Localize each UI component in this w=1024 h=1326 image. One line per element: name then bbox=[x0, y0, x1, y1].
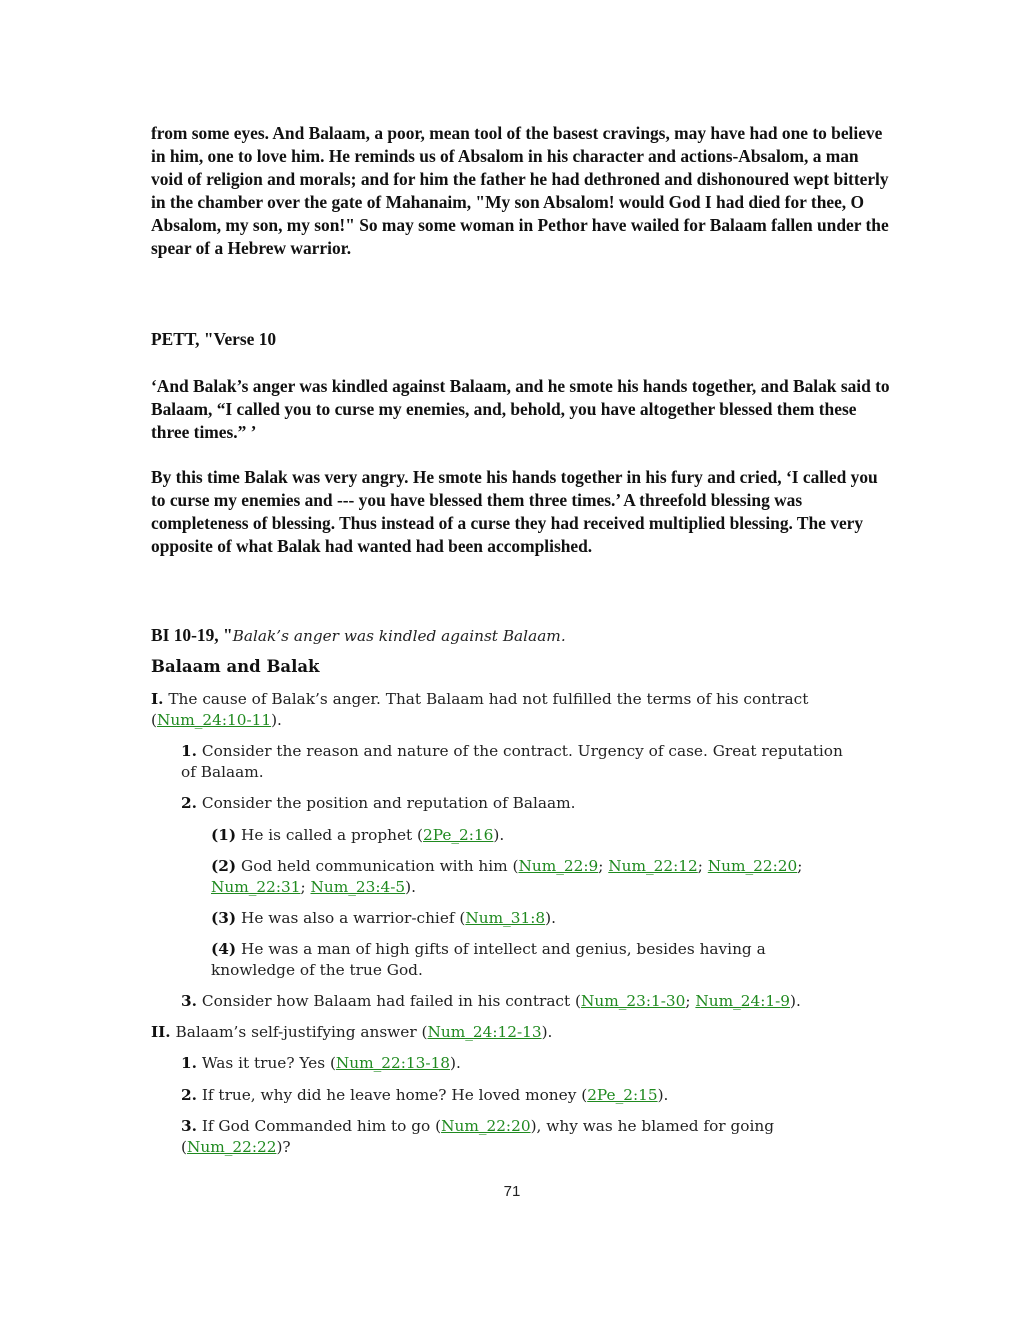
outline-I-line1 bbox=[151, 689, 808, 710]
outline-I1-line2: of Balaam. bbox=[181, 763, 264, 781]
scripture-link[interactable]: Num_22:22 bbox=[186, 1138, 277, 1156]
scripture-link[interactable]: Num_22:20 bbox=[441, 1117, 531, 1135]
scripture-link[interactable]: Num_24:1-9 bbox=[695, 992, 791, 1010]
outline-a2-line2 bbox=[211, 877, 416, 898]
outline-number: 2. bbox=[181, 1086, 197, 1104]
outline-II2 bbox=[181, 1085, 668, 1106]
outline-text: If God Commanded him to go ( bbox=[201, 1117, 442, 1135]
outline-I3 bbox=[181, 991, 801, 1012]
scripture-link[interactable]: 2Pe_2:16 bbox=[423, 826, 494, 844]
paren: )? bbox=[276, 1138, 291, 1156]
outline-II3-line1 bbox=[181, 1116, 774, 1137]
outline-I-line2 bbox=[151, 710, 282, 731]
outline-text: He is called a prophet ( bbox=[241, 826, 424, 844]
section-title: Balaam and Balak bbox=[151, 657, 320, 676]
outline-text: ), why was he blamed for going bbox=[530, 1117, 774, 1135]
outline-number: 2. bbox=[181, 794, 197, 812]
outline-text: The cause of Balak’s anger. That Balaam had not fulfilled the terms of his contract bbox=[168, 690, 809, 708]
scripture-link[interactable]: Num_31:8 bbox=[465, 909, 546, 927]
outline-a2-line1 bbox=[211, 856, 802, 877]
paren: ( bbox=[151, 711, 157, 729]
paren: ). bbox=[493, 826, 505, 844]
outline-I1-line1 bbox=[181, 741, 843, 762]
scripture-link[interactable]: Num_22:13-18 bbox=[335, 1054, 451, 1072]
page-number: 71 bbox=[503, 1183, 521, 1200]
outline-number: (4) bbox=[211, 940, 237, 958]
outline-text: God held communication with him ( bbox=[241, 857, 519, 875]
separator: ; bbox=[697, 857, 708, 875]
scripture-link[interactable]: 2Pe_2:15 bbox=[587, 1086, 658, 1104]
bi-italic-text: Balak’s anger was kindled against Balaam. bbox=[232, 627, 566, 645]
outline-text: If true, why did he leave home? He loved money ( bbox=[201, 1086, 588, 1104]
outline-text: Was it true? Yes ( bbox=[201, 1054, 336, 1072]
bi-heading bbox=[151, 625, 566, 646]
outline-a4-line1 bbox=[211, 939, 766, 960]
outline-a3 bbox=[211, 908, 556, 929]
paren: ). bbox=[790, 992, 801, 1010]
pett-heading: PETT, "Verse 10 bbox=[151, 329, 277, 349]
scripture-link[interactable]: Num_22:20 bbox=[707, 857, 798, 875]
scripture-link[interactable]: Num_23:4-5 bbox=[310, 878, 406, 896]
outline-II bbox=[151, 1022, 552, 1043]
outline-number: I. bbox=[151, 690, 164, 708]
outline-text: He was also a warrior-chief ( bbox=[241, 909, 466, 927]
outline-number: 1. bbox=[181, 1054, 197, 1072]
separator: ; bbox=[300, 878, 311, 896]
paren: ). bbox=[405, 878, 417, 896]
outline-text: Consider the reason and nature of the contract. Urgency of case. Great reputation bbox=[201, 742, 843, 760]
verse-quote: ‘And Balak’s anger was kindled against Balaam, and he smote his hands together, and Balak said to Balaam, “I called you to curse my enemies, and, behold, you have altogether blessed them these three times.” ’ bbox=[151, 376, 890, 442]
outline-text: Consider the position and reputation of Balaam. bbox=[201, 794, 576, 812]
paren: ). bbox=[545, 909, 556, 927]
scripture-link[interactable]: Num_22:31 bbox=[211, 878, 301, 896]
outline-number: (1) bbox=[211, 826, 237, 844]
scripture-link[interactable]: Num_22:9 bbox=[518, 857, 599, 875]
outline-number: 3. bbox=[181, 1117, 197, 1135]
outline-number: 3. bbox=[181, 992, 197, 1010]
separator: ; bbox=[598, 857, 609, 875]
scripture-link[interactable]: Num_24:12-13 bbox=[427, 1023, 542, 1041]
outline-text: He was a man of high gifts of intellect and genius, besides having a bbox=[241, 940, 766, 958]
scripture-link[interactable]: Num_23:1-30 bbox=[580, 992, 686, 1010]
paragraph-commentary: By this time Balak was very angry. He smote his hands together in his fury and cried, ‘I called you to curse my enemies and --- you have blessed them three times.’ A threefold blessing was completeness of blessing. Thus instead of a curse they had received multiplied blessing. The very opposite of what Balak had wanted had been accomplished. bbox=[151, 467, 878, 556]
outline-a1 bbox=[211, 825, 504, 846]
paren: ( bbox=[181, 1138, 187, 1156]
outline-I2 bbox=[181, 793, 575, 814]
outline-number: (3) bbox=[211, 909, 237, 927]
outline-number: 1. bbox=[181, 742, 197, 760]
separator: ; bbox=[797, 857, 803, 875]
outline-II3-line2 bbox=[181, 1137, 291, 1158]
separator: ; bbox=[685, 992, 696, 1010]
paragraph-absalom: from some eyes. And Balaam, a poor, mean tool of the basest cravings, may have had one to believe in him, one to love him. He reminds us of Absalom in his character and actions-Absalom, a man void of religion and morals; and for him the father he had dethroned and dishonoured wept bitterly in the chamber over the gate of Mahanaim, "My son Absalom! would God I had died for thee, O Absalom, my son, my son!" So may some woman in Pethor have wailed for Balaam fallen under the spear of a Hebrew warrior. bbox=[151, 123, 889, 258]
paren: ). bbox=[541, 1023, 553, 1041]
paren: ). bbox=[450, 1054, 461, 1072]
bi-label: BI 10-19, " bbox=[151, 625, 233, 645]
outline-number: (2) bbox=[211, 857, 237, 875]
outline-text: Consider how Balaam had failed in his contract ( bbox=[201, 992, 581, 1010]
paren: ). bbox=[657, 1086, 669, 1104]
scripture-link[interactable]: Num_24:10-11 bbox=[156, 711, 272, 729]
outline-text: Balaam’s self-justifying answer ( bbox=[175, 1023, 428, 1041]
outline-number: II. bbox=[151, 1023, 171, 1041]
outline-a4-line2: knowledge of the true God. bbox=[211, 961, 423, 979]
outline-II1 bbox=[181, 1053, 461, 1074]
paren: ). bbox=[271, 711, 282, 729]
scripture-link[interactable]: Num_22:12 bbox=[608, 857, 698, 875]
